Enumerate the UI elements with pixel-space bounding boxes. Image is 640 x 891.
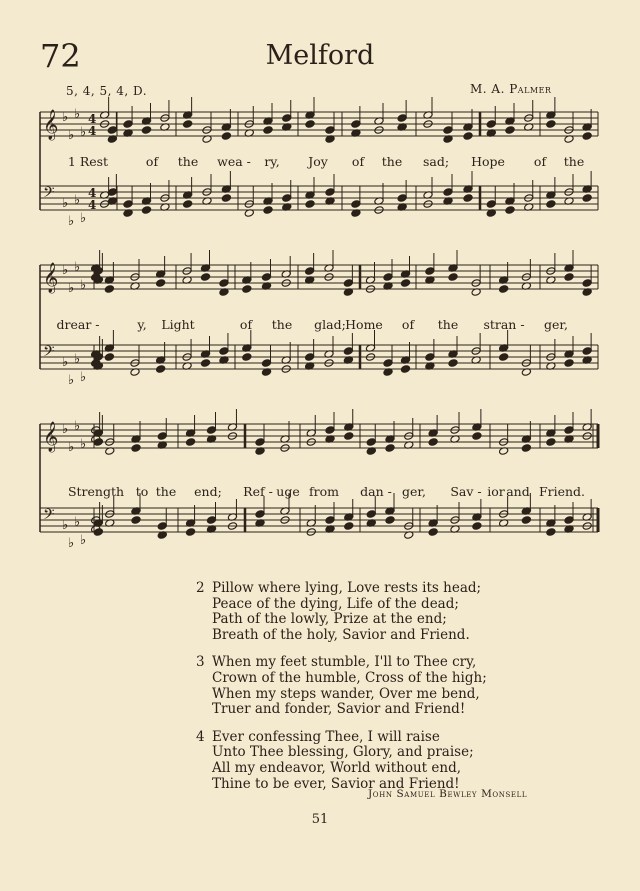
treble-clef-icon: 𝄞 <box>43 110 59 140</box>
lyric-syllable: the <box>381 154 403 169</box>
note-head <box>263 126 273 135</box>
lyric-syllable: ior <box>487 484 505 499</box>
lyric-syllable: Home <box>345 317 383 332</box>
verse-line: Ever confessing Thee, I will raise <box>212 728 440 745</box>
lyric-syllable: of <box>401 317 415 332</box>
note-head <box>546 120 556 129</box>
flat-icon: ♭ <box>80 211 87 226</box>
lyric-syllable: Sav - <box>450 484 482 499</box>
flat-icon: ♭ <box>68 281 75 296</box>
flat-icon: ♭ <box>62 422 69 437</box>
lyric-syllable: of <box>145 154 159 169</box>
note-head <box>428 528 438 537</box>
time-signature: 4 <box>88 198 97 212</box>
note-head <box>546 438 556 447</box>
lyric-syllable: the <box>437 317 459 332</box>
note-head <box>564 359 574 368</box>
flat-icon: ♭ <box>68 440 75 455</box>
flat-icon: ♭ <box>74 260 81 275</box>
verse-line: Crown of the humble, Cross of the high; <box>212 669 487 686</box>
note-head <box>448 359 458 368</box>
verse-number: 4 <box>196 728 205 745</box>
note-head <box>463 194 473 203</box>
note-head <box>183 200 193 209</box>
flat-icon: ♭ <box>62 196 69 211</box>
note-head <box>104 285 114 294</box>
lyric-syllable: Strength <box>67 484 125 499</box>
verse-line: Truer and fonder, Savior and Friend! <box>212 701 466 718</box>
lyric-syllable: the <box>271 317 293 332</box>
lyric-syllable: of <box>239 317 253 332</box>
lyric-syllable: stran - <box>483 317 525 332</box>
flat-icon: ♭ <box>62 263 69 278</box>
hymn-number: 72 <box>40 37 81 75</box>
note-head <box>131 444 141 453</box>
note-head <box>582 194 592 203</box>
lyric-syllable: wea - <box>217 154 251 169</box>
note-head <box>463 132 473 141</box>
verse <box>196 655 487 717</box>
lyric-syllable: from <box>309 484 339 499</box>
meter-label: 5, 4, 5, 4, D. <box>66 84 148 98</box>
note-head <box>472 432 482 441</box>
note-head <box>400 279 410 288</box>
flat-icon: ♭ <box>74 515 81 530</box>
note-head <box>448 273 458 282</box>
note-head <box>499 285 509 294</box>
lyric-syllable: ger, <box>544 317 568 332</box>
flat-icon: ♭ <box>62 110 69 125</box>
flat-icon: ♭ <box>74 193 81 208</box>
note-head <box>185 528 195 537</box>
lyric-syllable: glad; <box>314 317 346 332</box>
verses <box>196 581 487 804</box>
note-head <box>141 206 151 215</box>
verse <box>196 730 487 792</box>
bass-clef-icon: 𝄢 <box>43 506 55 527</box>
note-head <box>521 444 531 453</box>
note-head <box>131 516 141 525</box>
verse-line: Peace of the dying, Life of the dead; <box>212 595 459 612</box>
lyric-syllable: and <box>506 484 530 499</box>
note-head <box>221 132 231 141</box>
note-head <box>200 359 210 368</box>
bass-clef-icon: 𝄢 <box>43 184 55 205</box>
flat-icon: ♭ <box>74 352 81 367</box>
lyric-syllable: Light <box>161 317 195 332</box>
note-head <box>428 438 438 447</box>
flat-icon: ♭ <box>80 437 87 452</box>
lyric-syllable: Hope <box>471 154 505 169</box>
lyric-syllable: sad; <box>422 154 450 169</box>
lyric-syllable: ger, <box>402 484 426 499</box>
note-head <box>263 206 273 215</box>
lyric-syllable: Friend. <box>538 484 586 499</box>
lyric-syllable: y, <box>137 317 147 332</box>
lyric-syllable: ry, <box>264 154 280 169</box>
flat-icon: ♭ <box>68 128 75 143</box>
note-head <box>564 273 574 282</box>
lyric-syllable: uge <box>276 484 300 499</box>
note-head <box>344 432 354 441</box>
note-head <box>141 126 151 135</box>
flat-icon: ♭ <box>80 278 87 293</box>
lyric-syllable: end; <box>194 484 222 499</box>
treble-clef-icon: 𝄞 <box>43 263 59 293</box>
lyricist-credit: John Samuel Bewley Monsell <box>368 788 528 800</box>
note-head <box>156 365 166 374</box>
flat-icon: ♭ <box>80 533 87 548</box>
page-number: 51 <box>311 812 329 827</box>
composer-credit: M. A. Palmer <box>470 82 552 96</box>
lyric-syllable: Joy <box>308 154 328 169</box>
note-head <box>305 120 315 129</box>
lyric-syllable: the <box>177 154 199 169</box>
flat-icon: ♭ <box>80 370 87 385</box>
lyric-syllable: the <box>155 484 177 499</box>
flat-icon: ♭ <box>62 355 69 370</box>
flat-icon: ♭ <box>62 518 69 533</box>
note-head <box>521 516 531 525</box>
note-head <box>156 279 166 288</box>
note-head <box>499 353 509 362</box>
verse-line: Unto Thee blessing, Glory, and praise; <box>212 744 474 761</box>
note-head <box>305 200 315 209</box>
note-head <box>546 200 556 209</box>
bass-clef-icon: 𝄢 <box>43 343 55 364</box>
note-head <box>546 528 556 537</box>
flat-icon: ♭ <box>74 419 81 434</box>
verse <box>196 581 487 643</box>
verse-line: Thine to be ever, Savior and Friend! <box>212 775 460 792</box>
verse-line: Pillow where lying, Love rests its head; <box>212 580 482 596</box>
time-signature: 4 <box>88 186 97 200</box>
lyric-syllable: the <box>563 154 585 169</box>
note-head <box>582 132 592 141</box>
lyric-syllable: of <box>351 154 365 169</box>
verse-line: When my feet stumble, I'll to Thee cry, <box>212 654 477 671</box>
flat-icon: ♭ <box>68 536 75 551</box>
verse-line: Path of the lowly, Prize at the end; <box>212 611 447 628</box>
treble-clef-icon: 𝄞 <box>43 422 59 452</box>
lyric-syllable: dan - <box>360 484 392 499</box>
note-head <box>400 365 410 374</box>
hymn-title: Melford <box>265 40 375 71</box>
verse-line: When my steps wander, Over me bend, <box>212 685 480 702</box>
verse-line: All my endeavor, World without end, <box>212 759 462 776</box>
note-head <box>104 353 114 362</box>
lyric-syllable: to <box>135 484 149 499</box>
lyric-syllable: of <box>533 154 547 169</box>
verse-number: 2 <box>196 580 205 596</box>
verse-line: Breath of the holy, Savior and Friend. <box>212 626 470 643</box>
flat-icon: ♭ <box>74 107 81 122</box>
lyric-syllable: Ref - <box>243 484 273 499</box>
note-head <box>385 444 395 453</box>
note-head <box>200 273 210 282</box>
note-head <box>185 438 195 447</box>
note-head <box>344 522 354 531</box>
note-head <box>505 126 515 135</box>
time-signature: 4 <box>88 124 97 138</box>
flat-icon: ♭ <box>68 214 75 229</box>
note-head <box>472 522 482 531</box>
flat-icon: ♭ <box>68 373 75 388</box>
verse-number: 3 <box>196 654 205 671</box>
lyric-syllable: 1 Rest <box>67 154 109 169</box>
note-head <box>505 206 515 215</box>
note-head <box>242 353 252 362</box>
note-head <box>221 194 231 203</box>
note-head <box>242 285 252 294</box>
lyric-syllable: drear - <box>56 317 100 332</box>
flat-icon: ♭ <box>80 125 87 140</box>
note-head <box>183 120 193 129</box>
time-signature: 4 <box>88 112 97 126</box>
note-head <box>385 516 395 525</box>
